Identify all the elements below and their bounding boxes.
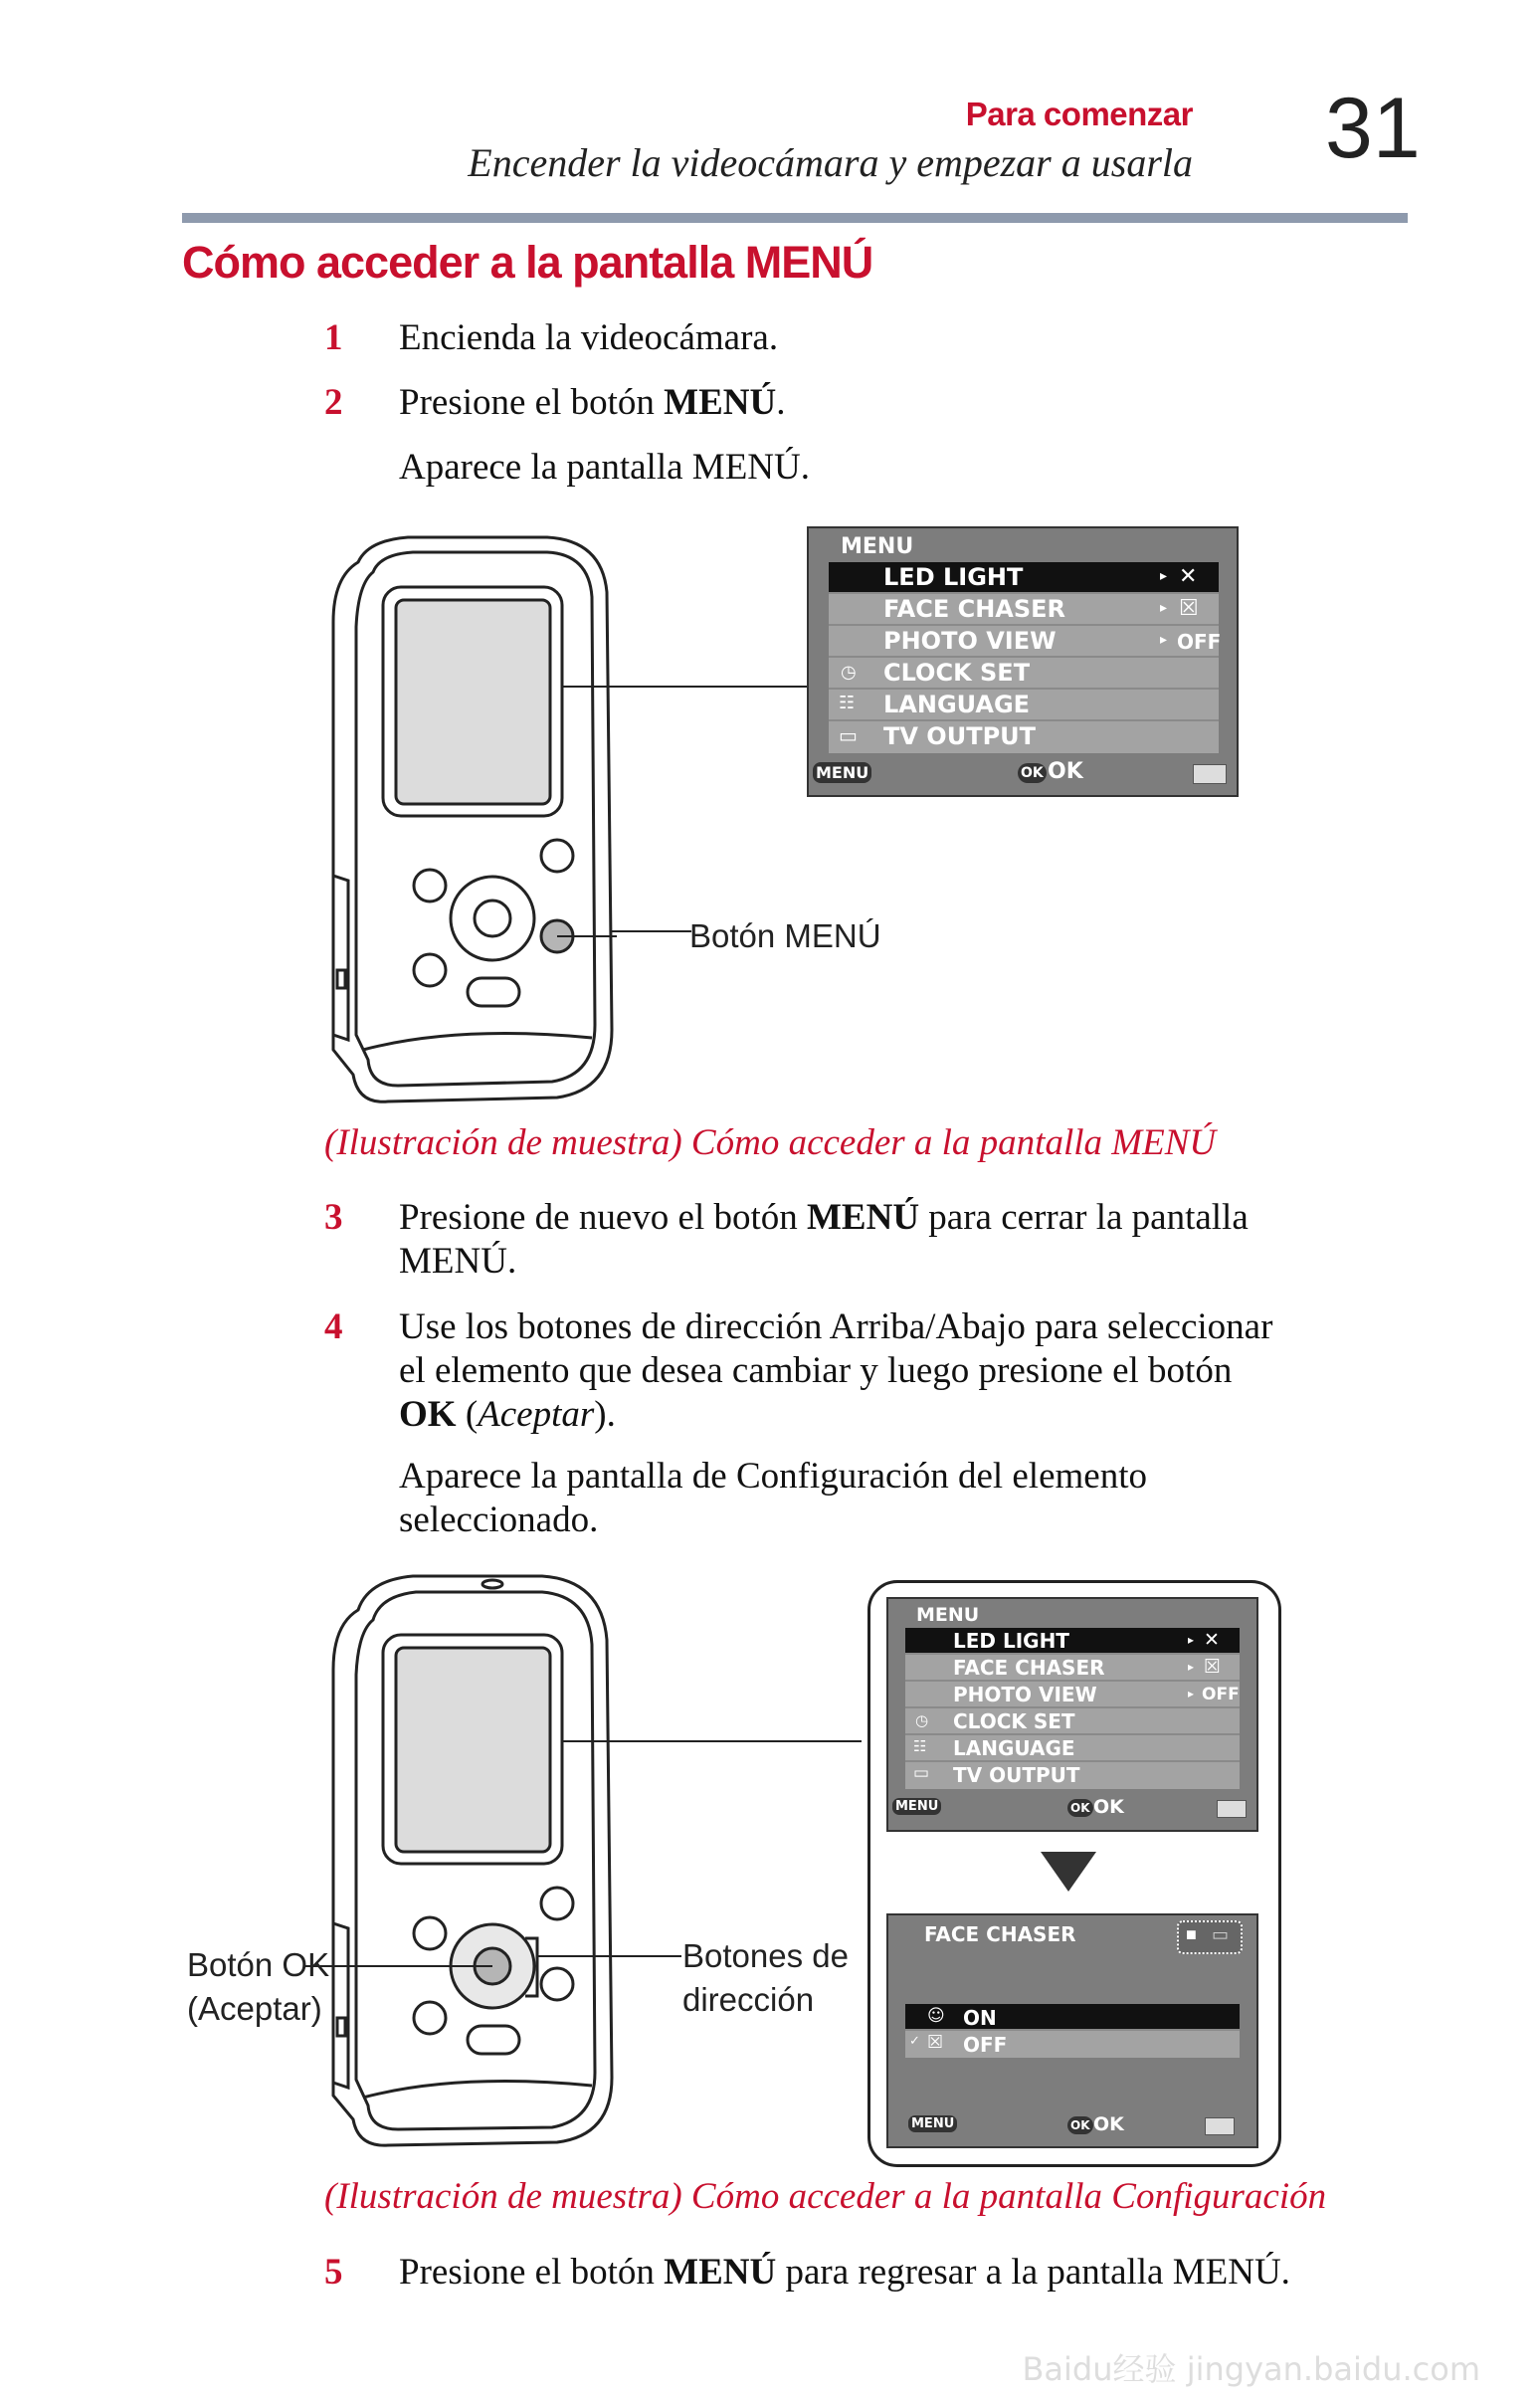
arrow-right-icon: ▸	[1188, 1660, 1195, 1674]
face-off-icon: ☒	[1204, 1656, 1222, 1678]
footer-ok-label: OK	[1093, 1796, 1124, 1818]
footer-ok-label: OK	[1093, 2113, 1124, 2135]
leader-line-ok-button	[303, 1960, 492, 1972]
step-text	[399, 1305, 1453, 1437]
step-number: 3	[324, 1197, 343, 1238]
bold-run: MENÚ	[664, 382, 777, 423]
page-number: 31	[1325, 81, 1421, 176]
arrow-right-icon: ▸	[1188, 1687, 1195, 1700]
callout-menu-button: Botón MENÚ	[689, 917, 881, 954]
footer-menu-icon: MENU	[908, 2115, 957, 2132]
text-run: para cerrar la pantalla MENÚ.	[399, 1197, 1249, 1282]
led-off-icon: ✕	[1179, 564, 1198, 589]
text-line: el elemento que desea cambiar y luego presione el botón	[399, 1350, 1233, 1391]
running-header-subtitle: Encender la videocámara y empezar a usarla	[468, 140, 1193, 185]
footer-ok-icon: OK	[1067, 2116, 1093, 2134]
leader-line-direction-buttons	[537, 1950, 681, 1962]
footer-ok-icon: OK	[1018, 763, 1047, 783]
menu-item-label: PHOTO VIEW	[883, 627, 1057, 655]
step-4-result: Aparece la pantalla de Configuración del elemento seleccionado.	[399, 1456, 1147, 1540]
watermark: Baidu经验 jingyan.baidu.com	[1022, 2350, 1480, 2388]
option-label: ON	[963, 2006, 997, 2030]
arrow-right-icon: ▸	[1188, 1633, 1195, 1647]
step-text	[399, 1196, 1354, 1284]
step-text: Encienda la videocámara.	[399, 317, 779, 358]
step-number: 2	[324, 382, 343, 423]
menu-item-label: LED LIGHT	[883, 563, 1024, 591]
step-2-result: Aparece la pantalla MENÚ.	[399, 447, 810, 488]
menu-item-clock-set[interactable]	[905, 1708, 1240, 1735]
menu-item-label: LED LIGHT	[953, 1629, 1069, 1653]
clock-icon: ◷	[841, 662, 857, 683]
menu-title: MENU	[841, 534, 914, 559]
callout-line: (Aceptar)	[187, 1990, 322, 2027]
text-run: (	[456, 1394, 479, 1435]
photo-view-value: OFF	[1177, 630, 1222, 654]
text-run: Presione de nuevo el botón	[399, 1197, 807, 1238]
language-icon: ☷	[913, 1737, 927, 1755]
callout-ok-button	[187, 1943, 329, 2031]
option-off[interactable]	[905, 2031, 1240, 2058]
arrow-right-icon: ▸	[1160, 568, 1168, 584]
step-number: 1	[324, 317, 343, 358]
language-icon: ☷	[839, 693, 856, 713]
menu-item-label: LANGUAGE	[883, 691, 1031, 718]
menu-item-label: CLOCK SET	[953, 1709, 1075, 1733]
callout-direction-buttons	[682, 1934, 849, 2022]
face-chaser-screen	[886, 1913, 1258, 2148]
italic-run: Aceptar	[478, 1394, 595, 1435]
bold-run: OK	[399, 1394, 457, 1435]
footer-ok-label: OK	[1048, 759, 1083, 784]
figure1-caption: (Ilustración de muestra) Cómo acceder a la pantalla MENÚ	[324, 1122, 1217, 1163]
running-header-section: Para comenzar	[965, 96, 1193, 132]
video-icon: ▭	[1212, 1924, 1230, 1944]
tv-icon: ▭	[839, 723, 858, 747]
menu-item-face-chaser[interactable]	[905, 1655, 1240, 1682]
menu-item-language[interactable]	[829, 690, 1219, 721]
step-text	[399, 381, 1453, 425]
option-on[interactable]	[905, 2004, 1240, 2031]
bold-run: MENÚ	[664, 2252, 777, 2293]
menu-item-label: CLOCK SET	[883, 659, 1031, 687]
step-number: 4	[324, 1306, 343, 1347]
figure2-caption: (Ilustración de muestra) Cómo acceder a la pantalla Configuración	[324, 2176, 1327, 2217]
header-rule	[182, 213, 1408, 223]
option-label: OFF	[963, 2033, 1008, 2057]
bold-run: MENÚ	[807, 1197, 920, 1238]
footer-menu-icon: MENU	[892, 1798, 941, 1815]
battery-icon	[1205, 2117, 1235, 2135]
face-chaser-title: FACE CHASER	[924, 1922, 1076, 1946]
face-off-icon: ☒	[927, 2032, 944, 2053]
footer-ok-icon: OK	[1067, 1799, 1093, 1817]
callout-line: Botón OK	[187, 1946, 330, 1983]
menu-item-face-chaser[interactable]	[829, 594, 1219, 626]
tv-icon: ▭	[913, 1763, 930, 1783]
led-off-icon: ✕	[1204, 1629, 1220, 1651]
menu-item-label: FACE CHASER	[883, 595, 1066, 623]
menu-item-led-light[interactable]	[905, 1628, 1240, 1655]
clock-icon: ◷	[915, 1711, 929, 1729]
menu-item-label: TV OUTPUT	[883, 722, 1037, 750]
section-heading: Cómo acceder a la pantalla MENÚ	[182, 237, 873, 288]
menu-item-led-light[interactable]	[829, 562, 1219, 594]
step-text	[399, 2251, 1453, 2295]
face-off-icon: ☒	[1179, 596, 1199, 621]
text-run: ).	[594, 1394, 616, 1435]
leader-line-screen-2	[563, 1731, 862, 1751]
check-icon: ✓	[909, 2034, 920, 2049]
leader-line-screen	[563, 677, 807, 697]
face-on-icon: ☺	[927, 2006, 945, 2026]
arrow-down-icon	[1041, 1852, 1096, 1892]
battery-icon	[1193, 764, 1227, 784]
callout-line: Botones de	[682, 1937, 849, 1974]
menu-item-language[interactable]	[905, 1735, 1240, 1762]
menu-item-label: LANGUAGE	[953, 1736, 1075, 1760]
menu-item-tv-output[interactable]	[829, 721, 1219, 753]
camera-icon: ■	[1186, 1924, 1197, 1944]
footer-menu-icon: MENU	[813, 762, 871, 783]
menu-title: MENU	[916, 1604, 980, 1626]
camcorder-illustration-2	[318, 1570, 617, 2167]
photo-view-value: OFF	[1202, 1685, 1240, 1704]
battery-icon	[1217, 1800, 1247, 1818]
menu-item-label: FACE CHASER	[953, 1656, 1105, 1680]
camcorder-illustration	[318, 532, 617, 1119]
menu-screen-small	[886, 1597, 1258, 1832]
mode-icon	[1177, 1920, 1243, 1954]
menu-item-label: TV OUTPUT	[953, 1763, 1080, 1787]
leader-line-menu-button	[612, 925, 691, 937]
menu-item-photo-view[interactable]	[829, 626, 1222, 658]
menu-screen	[807, 526, 1239, 797]
menu-item-label: PHOTO VIEW	[953, 1683, 1097, 1706]
text-run: para regresar a la pantalla MENÚ.	[776, 2252, 1290, 2293]
text-run: Presione el botón	[399, 382, 665, 423]
text-line: Use los botones de dirección Arriba/Abajo para seleccionar	[399, 1306, 1273, 1347]
callout-line: dirección	[682, 1981, 815, 2018]
menu-item-clock-set[interactable]	[829, 658, 1219, 690]
arrow-right-icon: ▸	[1160, 600, 1168, 616]
text-run: .	[776, 382, 786, 423]
arrow-right-icon: ▸	[1160, 632, 1168, 648]
menu-item-tv-output[interactable]	[905, 1762, 1240, 1789]
menu-item-photo-view[interactable]	[905, 1682, 1240, 1708]
text-run: Presione el botón	[399, 2252, 665, 2293]
step-number: 5	[324, 2252, 343, 2293]
